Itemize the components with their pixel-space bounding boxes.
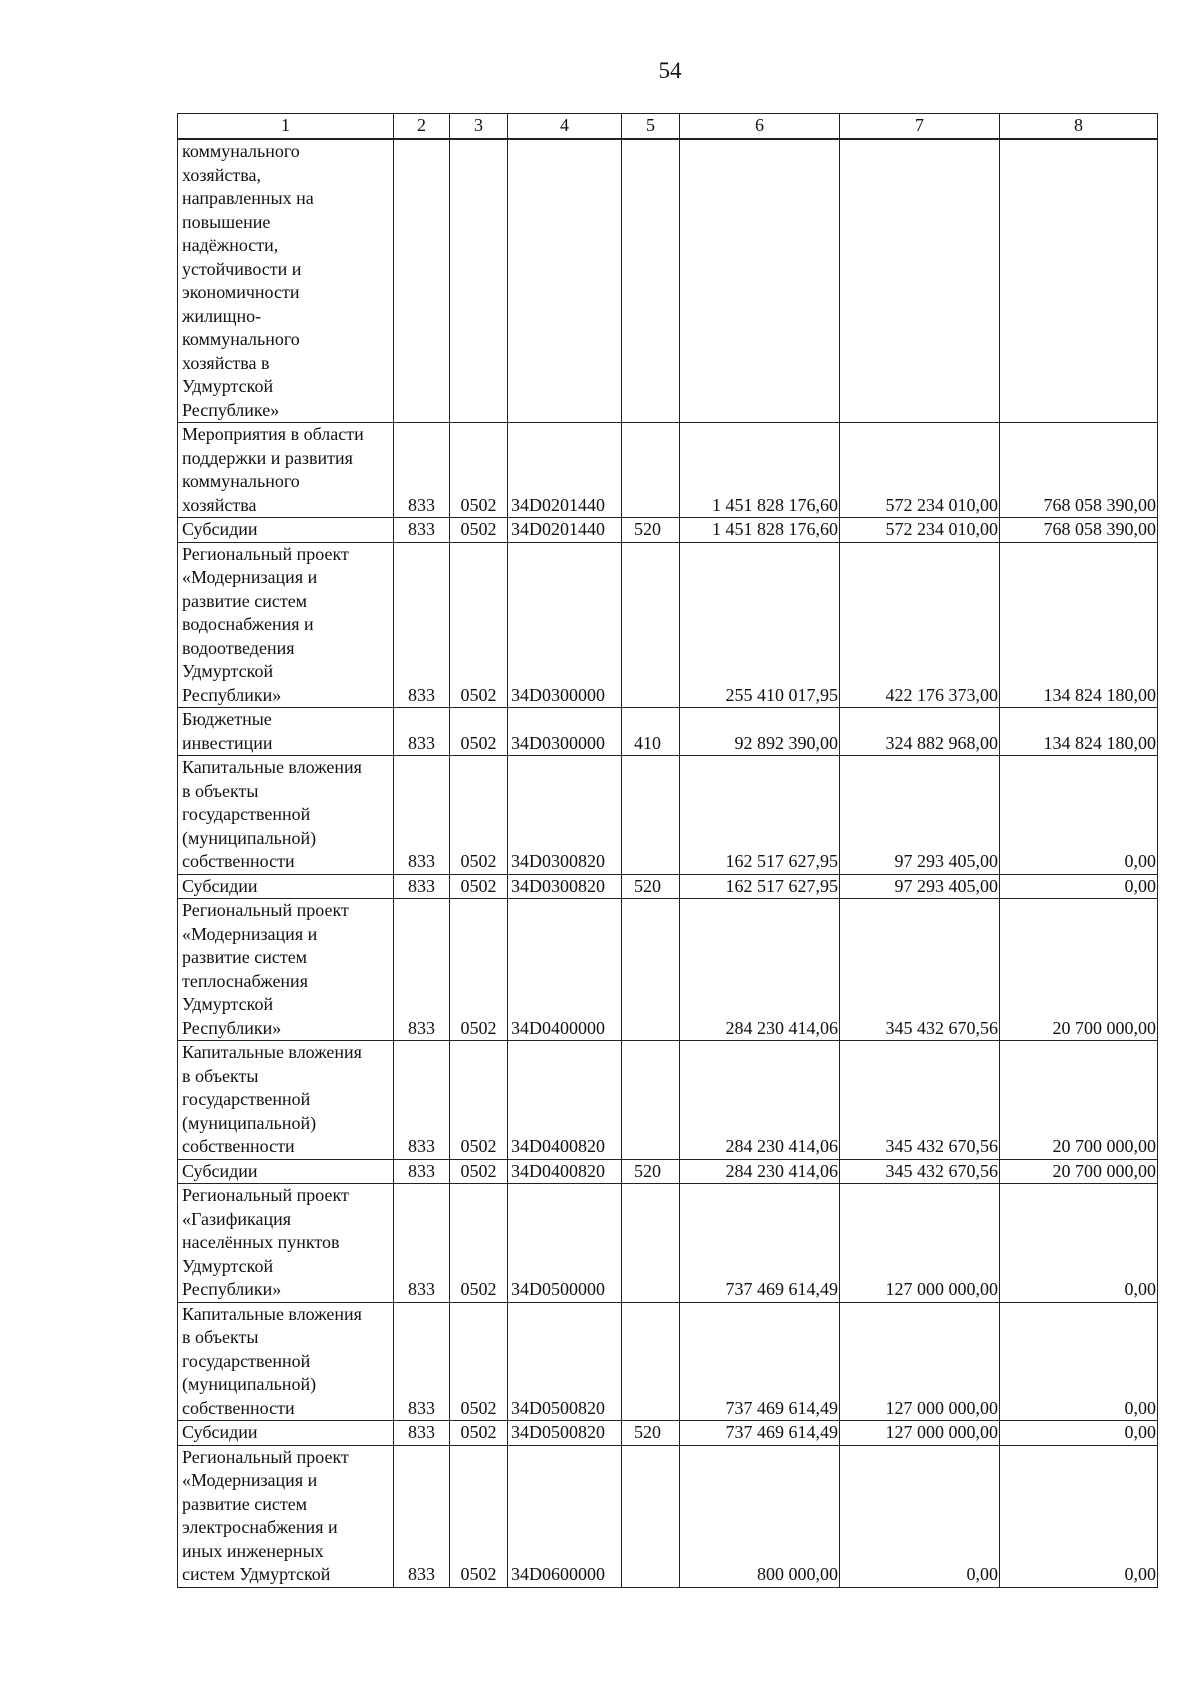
ministry-code: 833: [394, 708, 450, 756]
amount-col7: 97 293 405,00: [840, 874, 1000, 899]
ministry-code: 833: [394, 899, 450, 1041]
section-code: 0502: [450, 1041, 508, 1160]
section-code: [450, 139, 508, 423]
expense-type-code: [622, 756, 680, 875]
column-header: 2: [394, 114, 450, 140]
amount-col7: 572 234 010,00: [840, 423, 1000, 518]
target-article-code: 34D0201440: [508, 518, 622, 543]
amount-col7: 127 000 000,00: [840, 1302, 1000, 1421]
budget-table: [177, 113, 1158, 1588]
column-header: 6: [680, 114, 840, 140]
target-article-code: 34D0201440: [508, 423, 622, 518]
ministry-code: 833: [394, 1421, 450, 1446]
section-code: 0502: [450, 1184, 508, 1303]
ministry-code: 833: [394, 423, 450, 518]
amount-col6: 284 230 414,06: [680, 1159, 840, 1184]
amount-col6: 800 000,00: [680, 1445, 840, 1587]
amount-col6: 162 517 627,95: [680, 874, 840, 899]
column-header: 5: [622, 114, 680, 140]
item-name: Субсидии: [178, 518, 394, 543]
amount-col6: 737 469 614,49: [680, 1184, 840, 1303]
column-header: 8: [1000, 114, 1158, 140]
amount-col8: 0,00: [1000, 756, 1158, 875]
section-code: 0502: [450, 1159, 508, 1184]
amount-col7: 97 293 405,00: [840, 756, 1000, 875]
ministry-code: 833: [394, 1184, 450, 1303]
section-code: 0502: [450, 708, 508, 756]
amount-col8: 0,00: [1000, 1302, 1158, 1421]
section-code: 0502: [450, 874, 508, 899]
section-code: 0502: [450, 1302, 508, 1421]
expense-type-code: [622, 542, 680, 708]
amount-col6: 1 451 828 176,60: [680, 423, 840, 518]
ministry-code: 833: [394, 1445, 450, 1587]
section-code: 0502: [450, 899, 508, 1041]
column-header: 4: [508, 114, 622, 140]
amount-col6: 255 410 017,95: [680, 542, 840, 708]
amount-col8: 134 824 180,00: [1000, 542, 1158, 708]
amount-col6: 284 230 414,06: [680, 899, 840, 1041]
item-name: Субсидии: [178, 874, 394, 899]
table-row: [178, 874, 1158, 899]
expense-type-code: 520: [622, 874, 680, 899]
amount-col8: 0,00: [1000, 874, 1158, 899]
amount-col7: 0,00: [840, 1445, 1000, 1587]
target-article-code: 34D0500000: [508, 1184, 622, 1303]
amount-col8: 0,00: [1000, 1421, 1158, 1446]
target-article-code: 34D0400000: [508, 899, 622, 1041]
amount-col6: 92 892 390,00: [680, 708, 840, 756]
page-number: 54: [658, 58, 682, 83]
expense-type-code: [622, 139, 680, 423]
target-article-code: 34D0300000: [508, 708, 622, 756]
amount-col6: 284 230 414,06: [680, 1041, 840, 1160]
target-article-code: 34D0300000: [508, 542, 622, 708]
amount-col8: 768 058 390,00: [1000, 423, 1158, 518]
table-row: [178, 756, 1158, 875]
table-row: [178, 1041, 1158, 1160]
section-code: 0502: [450, 1445, 508, 1587]
amount-col8: 20 700 000,00: [1000, 1041, 1158, 1160]
table-row: [178, 1302, 1158, 1421]
table-row: [178, 1159, 1158, 1184]
amount-col8: 20 700 000,00: [1000, 1159, 1158, 1184]
section-code: 0502: [450, 1421, 508, 1446]
table-row: [178, 518, 1158, 543]
amount-col6: [680, 139, 840, 423]
table-row: [178, 1421, 1158, 1446]
ministry-code: 833: [394, 1159, 450, 1184]
table-header-row: [178, 114, 1158, 140]
section-code: 0502: [450, 756, 508, 875]
table-row: [178, 139, 1158, 423]
table-row: [178, 899, 1158, 1041]
amount-col7: 422 176 373,00: [840, 542, 1000, 708]
amount-col7: 127 000 000,00: [840, 1184, 1000, 1303]
expense-type-code: [622, 899, 680, 1041]
table-row: [178, 708, 1158, 756]
amount-col8: 768 058 390,00: [1000, 518, 1158, 543]
ministry-code: 833: [394, 1302, 450, 1421]
item-name: Капитальные вложения в объекты государственной (муниципальной) собственности: [178, 1041, 394, 1160]
expense-type-code: 520: [622, 1159, 680, 1184]
item-name: Региональный проект «Модернизация и развитие систем теплоснабжения Удмуртской Республики»: [178, 899, 394, 1041]
expense-type-code: [622, 1041, 680, 1160]
amount-col7: 345 432 670,56: [840, 1041, 1000, 1160]
item-name: Бюджетные инвестиции: [178, 708, 394, 756]
target-article-code: 34D0600000: [508, 1445, 622, 1587]
target-article-code: 34D0300820: [508, 874, 622, 899]
target-article-code: 34D0400820: [508, 1041, 622, 1160]
expense-type-code: [622, 1184, 680, 1303]
item-name: Мероприятия в области поддержки и развития коммунального хозяйства: [178, 423, 394, 518]
item-name: коммунального хозяйства, направленных на повышение надёжности, устойчивости и экономичности жилищно- коммунального хозяйства в Удмуртской Республике»: [178, 139, 394, 423]
target-article-code: [508, 139, 622, 423]
table-row: [178, 1184, 1158, 1303]
amount-col7: 324 882 968,00: [840, 708, 1000, 756]
table-row: [178, 542, 1158, 708]
amount-col6: 1 451 828 176,60: [680, 518, 840, 543]
section-code: 0502: [450, 518, 508, 543]
target-article-code: 34D0300820: [508, 756, 622, 875]
amount-col8: 0,00: [1000, 1184, 1158, 1303]
column-header: 7: [840, 114, 1000, 140]
ministry-code: 833: [394, 756, 450, 875]
ministry-code: 833: [394, 542, 450, 708]
target-article-code: 34D0400820: [508, 1159, 622, 1184]
amount-col7: 572 234 010,00: [840, 518, 1000, 543]
item-name: Капитальные вложения в объекты государственной (муниципальной) собственности: [178, 756, 394, 875]
amount-col7: [840, 139, 1000, 423]
expense-type-code: [622, 1302, 680, 1421]
amount-col6: 162 517 627,95: [680, 756, 840, 875]
section-code: 0502: [450, 542, 508, 708]
expense-type-code: [622, 1445, 680, 1587]
column-header: 1: [178, 114, 394, 140]
amount-col8: 20 700 000,00: [1000, 899, 1158, 1041]
item-name: Региональный проект «Модернизация и развитие систем электроснабжения и иных инженерных систем Удмуртской: [178, 1445, 394, 1587]
table-row: [178, 1445, 1158, 1587]
item-name: Региональный проект «Газификация населённых пунктов Удмуртской Республики»: [178, 1184, 394, 1303]
amount-col7: 345 432 670,56: [840, 899, 1000, 1041]
expense-type-code: 520: [622, 1421, 680, 1446]
ministry-code: 833: [394, 1041, 450, 1160]
column-header: 3: [450, 114, 508, 140]
table-row: [178, 423, 1158, 518]
target-article-code: 34D0500820: [508, 1421, 622, 1446]
item-name: Субсидии: [178, 1421, 394, 1446]
amount-col8: 134 824 180,00: [1000, 708, 1158, 756]
amount-col7: 127 000 000,00: [840, 1421, 1000, 1446]
expense-type-code: 410: [622, 708, 680, 756]
amount-col6: 737 469 614,49: [680, 1421, 840, 1446]
section-code: 0502: [450, 423, 508, 518]
item-name: Субсидии: [178, 1159, 394, 1184]
ministry-code: 833: [394, 874, 450, 899]
item-name: Капитальные вложения в объекты государственной (муниципальной) собственности: [178, 1302, 394, 1421]
target-article-code: 34D0500820: [508, 1302, 622, 1421]
amount-col8: 0,00: [1000, 1445, 1158, 1587]
item-name: Региональный проект «Модернизация и развитие систем водоснабжения и водоотведения Удмуртской Республики»: [178, 542, 394, 708]
expense-type-code: 520: [622, 518, 680, 543]
ministry-code: 833: [394, 518, 450, 543]
ministry-code: [394, 139, 450, 423]
amount-col6: 737 469 614,49: [680, 1302, 840, 1421]
amount-col8: [1000, 139, 1158, 423]
expense-type-code: [622, 423, 680, 518]
amount-col7: 345 432 670,56: [840, 1159, 1000, 1184]
